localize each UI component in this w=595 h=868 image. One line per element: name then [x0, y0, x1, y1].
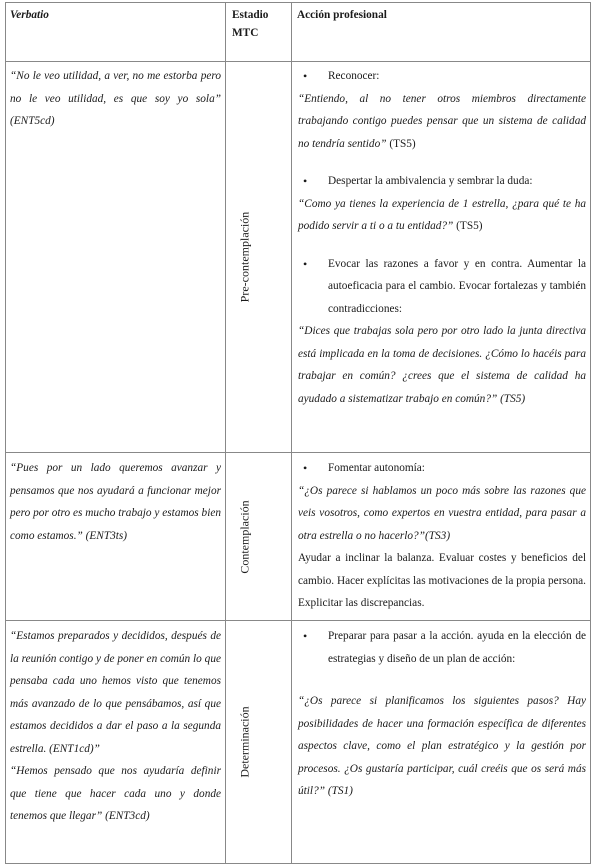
action-quote [298, 88, 586, 156]
header-action: Acción profesional [297, 9, 387, 21]
action-quote: “¿Os parece si hablamos un poco más sobre las razones que veis vosotros, como expertos en vuestra entidad, para pasar a otra estrella o no hacerlo?”(TS3) [298, 484, 586, 542]
column-divider [291, 2, 292, 864]
verbatim-cell [10, 457, 221, 547]
bullet-icon: • [303, 629, 308, 643]
bullet-text: Reconocer: [328, 70, 380, 82]
action-cell [298, 457, 586, 615]
quote-text: “Como ya tienes la experiencia de 1 estrella, ¿para qué te ha podido servir a ti o a tu entidad?” [298, 197, 586, 232]
stage-label: Pre-contemplación [237, 211, 252, 303]
action-quote [298, 193, 586, 238]
column-divider [225, 2, 226, 864]
header-verbatim: Verbatio [10, 9, 49, 21]
action-bullet [298, 253, 586, 321]
action-quote [298, 320, 586, 410]
header-stage [232, 6, 288, 42]
bullet-icon: • [303, 69, 308, 83]
bullet-icon: • [303, 461, 308, 475]
action-cell [298, 625, 586, 803]
verbatim-cell [10, 625, 221, 828]
header-divider [5, 61, 591, 62]
action-cell [298, 65, 586, 410]
bullet-text: Despertar la ambivalencia y sembrar la duda: [328, 175, 533, 187]
quote-ref: (TS5) [453, 220, 483, 232]
row-divider [5, 452, 591, 453]
table-border-top [5, 2, 591, 3]
verbatim-text: “No le veo utilidad, a ver, no me estorba pero no le veo utilidad, es que soy yo sola” (ENT5cd) [10, 70, 221, 127]
table [5, 2, 591, 864]
bullet-text: Preparar para pasar a la acción. ayuda en la elección de estrategias y diseño de un plan de acción: [328, 630, 586, 665]
table-border-right [590, 2, 591, 864]
row-divider [5, 620, 591, 621]
quote-text: “Dices que trabajas sola pero por otro lado la junta directiva está implicada en la toma de decisiones. ¿Cómo lo hacéis para trabajar en común? ¿crees que el sistema de calidad ha ayudado a sistematizar trabajo en común?” (TS5) [298, 325, 586, 405]
action-bullet [298, 625, 586, 670]
bullet-text: Fomentar autonomía: [328, 462, 425, 474]
bullet-icon: • [303, 256, 308, 271]
quote-ref: (TS5) [386, 137, 416, 150]
header-stage-line1: Estadio [232, 9, 269, 21]
action-bullet [298, 457, 586, 480]
action-bullet [298, 65, 586, 88]
stage-label: Determinación [237, 706, 252, 778]
table-border-left [5, 2, 6, 864]
verbatim-text: “Estamos preparados y decididos, después de la reunión contigo y de poner en común lo que pensaba cada uno hemos visto que tenemos más avanzado de lo que pensábamos, así que estamos decididos a dar el paso a la segunda estrella. (ENT1cd)” [10, 630, 221, 755]
header-stage-line2: MTC [232, 27, 259, 39]
table-border-bottom [5, 863, 591, 864]
action-bullet [298, 170, 586, 193]
verbatim-text: “Hemos pensado que nos ayudaría definir que tiene que hacer cada uno y donde tenemos que llegar” (ENT3cd) [10, 765, 221, 822]
action-quote: “¿Os parece si planificamos los siguientes pasos? Hay posibilidades de hacer una formación específica de diferentes aspectos clave, como el plan estratégico y la gestión por procesos. ¿Os gustaría participar, cuál creéis que os será más útil?” (TS1) [298, 695, 586, 797]
verbatim-text: “Pues por un lado queremos avanzar y pensamos que nos ayudará a funcionar mejor pero por otro es mucho trabajo y estamos bien como estamos.” (ENT3ts) [10, 462, 221, 542]
action-extra: Ayudar a inclinar la balanza. Evaluar costes y beneficios del cambio. Hacer explícitas las motivaciones de la propia persona. Explicitar las discrepancias. [298, 552, 586, 609]
bullet-icon: • [303, 174, 308, 188]
stage-label: Contemplación [237, 500, 252, 574]
bullet-text: Evocar las razones a favor y en contra. Aumentar la autoeficacia para el cambio. Evocar fortalezas y también contradicciones: [328, 257, 586, 315]
quote-text: “Entiendo, al no tener otros miembros directamente trabajando contigo puedes pensar que un sistema de calidad no tendría sentido” [298, 92, 586, 150]
verbatim-cell [10, 65, 221, 133]
